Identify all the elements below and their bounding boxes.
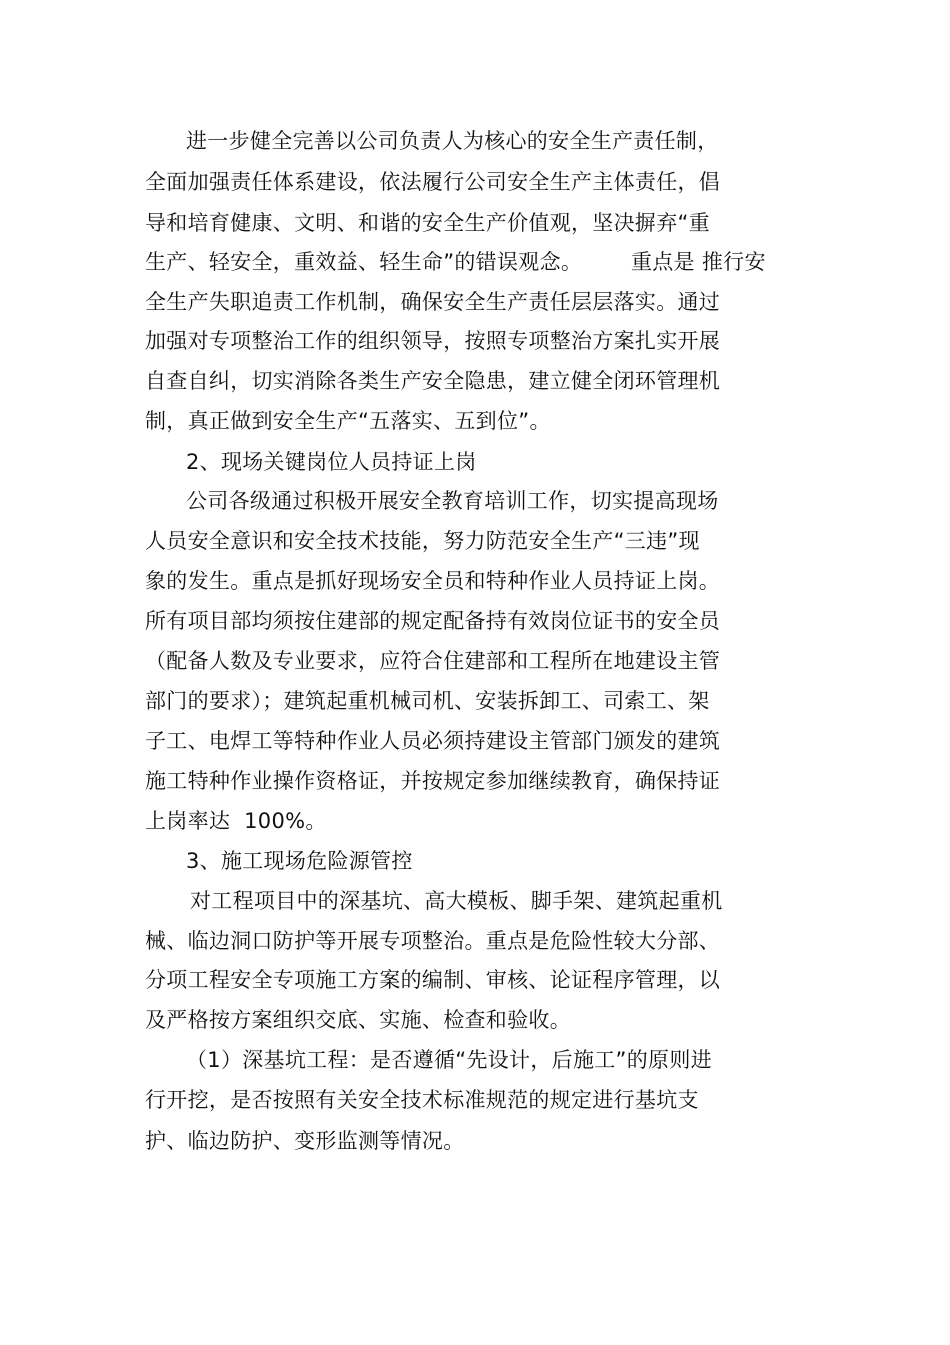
- text-line: 生产、轻安全，重效益、轻生命”的错误观念。 重点是 推行安: [145, 250, 766, 274]
- text-line: 象的发生。重点是抓好现场安全员和特种作业人员持证上岗。: [145, 569, 721, 593]
- text-line: 行开挖，是否按照有关安全技术标准规范的规定进行基坑支: [145, 1088, 699, 1112]
- text-line: 导和培育健康、文明、和谐的安全生产价值观，坚决摒弃“重: [145, 211, 710, 235]
- text-line: 进一步健全完善以公司负责人为核心的安全生产责任制，: [186, 129, 719, 153]
- text-line: 对工程项目中的深基坑、高大模板、脚手架、建筑起重机: [190, 889, 723, 913]
- text-line: 上岗率达 100%。: [145, 809, 327, 833]
- text-line: 自查自纠，切实消除各类生产安全隐患，建立健全闭环管理机: [145, 369, 721, 393]
- text-line: 及严格按方案组织交底、实施、检查和验收。: [145, 1008, 571, 1032]
- text-line: （配备人数及专业要求，应符合住建部和工程所在地建设主管: [145, 649, 721, 673]
- text-line: 械、临边洞口防护等开展专项整治。重点是危险性较大分部、: [145, 929, 721, 953]
- section-heading: 2、现场关键岗位人员持证上岗: [186, 450, 477, 474]
- text-line: 分项工程安全专项施工方案的编制、审核、论证程序管理，以: [145, 968, 721, 992]
- text-line: 部门的要求）；建筑起重机械司机、安装拆卸工、司索工、架: [145, 689, 710, 713]
- text-line: 全面加强责任体系建设，依法履行公司安全生产主体责任，倡: [145, 170, 721, 194]
- text-line: 全生产失职追责工作机制，确保安全生产责任层层落实。通过: [145, 290, 721, 314]
- text-line: 人员安全意识和安全技术技能，努力防范安全生产“三违”现: [145, 529, 700, 553]
- text-line: 制，真正做到安全生产“五落实、五到位”。: [145, 409, 551, 433]
- text-line: 所有项目部均须按住建部的规定配备持有效岗位证书的安全员: [145, 609, 721, 633]
- section-heading: 3、施工现场危险源管控: [186, 849, 413, 873]
- text-line: 子工、电焊工等特种作业人员必须持建设主管部门颁发的建筑: [145, 729, 721, 753]
- text-line: （1）深基坑工程：是否遵循“先设计，后施工”的原则进: [186, 1048, 712, 1072]
- text-line: 施工特种作业操作资格证，并按规定参加继续教育，确保持证: [145, 769, 721, 793]
- text-line: 加强对专项整治工作的组织领导，按照专项整治方案扎实开展: [145, 329, 721, 353]
- text-line: 护、临边防护、变形监测等情况。: [145, 1129, 465, 1153]
- text-line: 公司各级通过积极开展安全教育培训工作，切实提高现场: [186, 489, 719, 513]
